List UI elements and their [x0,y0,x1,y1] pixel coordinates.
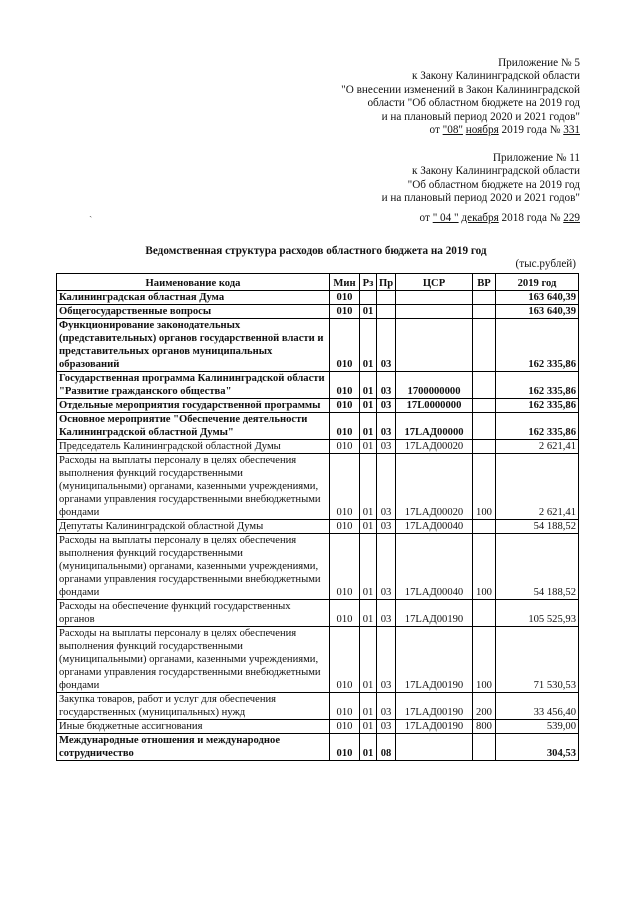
target-article-code: 17LАД00190 [396,693,473,720]
amount-2019: 163 640,39 [496,291,579,305]
subsection-code: 03 [377,440,396,454]
column-header: ВР [473,274,496,291]
row-name: Иные бюджетные ассигнования [57,720,330,734]
target-article-code: 17LАД00020 [396,454,473,520]
document-title: Ведомственная структура расходов областного бюджета на 2019 год [145,245,487,257]
section-code: 01 [360,372,377,399]
column-header: Наименование кода [57,274,330,291]
section-code: 01 [360,734,377,761]
target-article-code: 1700000000 [396,372,473,399]
expense-type-code [473,291,496,305]
law-name-line: "Об областном бюджете на 2019 год [407,178,580,191]
column-header: Мин [330,274,360,291]
ministry-code: 010 [330,291,360,305]
row-name: Калининградская областная Дума [57,291,330,305]
law-date-line: от "08" ноября 2019 года № 331 [429,124,580,137]
law-line: к Закону Калининградской области [412,165,580,178]
ministry-code: 010 [330,534,360,600]
date-month: декабря [461,211,499,224]
expense-type-code: 800 [473,720,496,734]
section-code: 01 [360,454,377,520]
subsection-code: 03 [377,319,396,372]
subsection-code: 03 [377,454,396,520]
ministry-code: 010 [330,319,360,372]
amount-2019: 162 335,86 [496,413,579,440]
target-article-code: 17LАД00000 [396,413,473,440]
subsection-code [377,305,396,319]
table-header-row [57,274,579,291]
amount-2019: 539,00 [496,720,579,734]
row-name: Расходы на обеспечение функций государственных органов [57,600,330,627]
amount-2019: 71 530,53 [496,627,579,693]
law-line: к Закону Калининградской области [412,70,580,83]
law-number: 331 [563,124,580,137]
law-name-line: и на плановый период 2020 и 2021 годов" [381,192,580,205]
expenditure-table [56,273,579,761]
expense-type-code [473,372,496,399]
amount-2019: 162 335,86 [496,319,579,372]
subsection-code: 03 [377,627,396,693]
header-appendix-5 [341,57,580,137]
section-code: 01 [360,440,377,454]
expense-type-code: 100 [473,454,496,520]
law-name-line: области "Об областном бюджете на 2019 год [367,97,580,110]
row-name: Государственная программа Калининградской области "Развитие гражданского общества" [57,372,330,399]
row-name: Функционирование законодательных (представительных) органов государственной власти и представительных органов муниципальных образований [57,319,330,372]
target-article-code: 17LАД00190 [396,600,473,627]
expense-type-code [473,305,496,319]
subsection-code [377,291,396,305]
table-row [57,413,579,440]
amount-2019: 162 335,86 [496,399,579,413]
expense-type-code [473,319,496,372]
row-name: Расходы на выплаты персоналу в целях обеспечения выполнения функций государственными (муниципальными) органами, казенными учреждениями, органами управления государственными внебюджетными фондами [57,534,330,600]
table-row [57,372,579,399]
amount-2019: 2 621,41 [496,454,579,520]
ministry-code: 010 [330,399,360,413]
row-name: Международные отношения и международное сотрудничество [57,734,330,761]
expense-type-code: 200 [473,693,496,720]
section-code: 01 [360,319,377,372]
section-code: 01 [360,520,377,534]
subsection-code: 03 [377,520,396,534]
subsection-code: 03 [377,413,396,440]
section-code: 01 [360,305,377,319]
section-code: 01 [360,600,377,627]
amount-2019: 163 640,39 [496,305,579,319]
subsection-code: 03 [377,600,396,627]
table-row [57,305,579,319]
expense-type-code [473,399,496,413]
expense-type-code: 100 [473,534,496,600]
ministry-code: 010 [330,454,360,520]
subsection-code: 03 [377,534,396,600]
amount-2019: 162 335,86 [496,372,579,399]
row-name: Закупка товаров, работ и услуг для обеспечения государственных (муниципальных) нужд [57,693,330,720]
column-header: ЦСР [396,274,473,291]
target-article-code [396,734,473,761]
table-row [57,399,579,413]
expense-type-code [473,520,496,534]
ministry-code: 010 [330,440,360,454]
expense-type-code [473,413,496,440]
target-article-code: 17LАД00190 [396,627,473,693]
table-row [57,734,579,761]
section-code: 01 [360,413,377,440]
amount-2019: 54 188,52 [496,520,579,534]
row-name: Расходы на выплаты персоналу в целях обеспечения выполнения функций государственными (муниципальными) органами, казенными учреждениями, органами управления государственными внебюджетными фондами [57,627,330,693]
subsection-code: 03 [377,399,396,413]
section-code: 01 [360,627,377,693]
section-code: 01 [360,720,377,734]
table-row [57,693,579,720]
amount-2019: 33 456,40 [496,693,579,720]
column-header: Пр [377,274,396,291]
table-row [57,627,579,693]
expense-type-code [473,440,496,454]
ministry-code: 010 [330,520,360,534]
amount-2019: 105 525,93 [496,600,579,627]
row-name: Председатель Калининградской областной Думы [57,440,330,454]
row-name: Расходы на выплаты персоналу в целях обеспечения выполнения функций государственными (муниципальными) органами, казенными учреждениями, органами управления государственными внебюджетными фондами [57,454,330,520]
row-name: Основное мероприятие "Обеспечение деятельности Калининградской областной Думы" [57,413,330,440]
ministry-code: 010 [330,305,360,319]
column-header: 2019 год [496,274,579,291]
table-row [57,319,579,372]
column-header: Рз [360,274,377,291]
target-article-code: 17L0000000 [396,399,473,413]
row-name: Депутаты Калининградской областной Думы [57,520,330,534]
appendix-title: Приложение № 11 [492,152,580,164]
ministry-code: 010 [330,627,360,693]
amount-2019: 54 188,52 [496,534,579,600]
table-row [57,720,579,734]
row-name: Отдельные мероприятия государственной программы [57,399,330,413]
row-name: Общегосударственные вопросы [57,305,330,319]
target-article-code: 17LАД00040 [396,520,473,534]
section-code: 01 [360,534,377,600]
table-row [57,454,579,520]
target-article-code: 17LАД00040 [396,534,473,600]
date-month: ноября [465,124,499,137]
expense-type-code [473,734,496,761]
ministry-code: 010 [330,734,360,761]
subsection-code: 08 [377,734,396,761]
table-row [57,291,579,305]
subsection-code: 03 [377,372,396,399]
target-article-code: 17LАД00190 [396,720,473,734]
scan-speck: ˏ [89,207,93,218]
expense-type-code: 100 [473,627,496,693]
amount-2019: 2 621,41 [496,440,579,454]
table-row [57,534,579,600]
ministry-code: 010 [330,720,360,734]
law-name-line: и на плановый период 2020 и 2021 годов" [381,110,580,123]
units-label: (тыс.рублей) [515,258,576,270]
subsection-code: 03 [377,720,396,734]
table-row [57,600,579,627]
target-article-code [396,305,473,319]
expense-type-code [473,600,496,627]
date-day: "08" [442,124,463,137]
law-date-line: от " 04 " декабря 2018 года № 229 [419,211,580,224]
header-appendix-11 [382,152,580,225]
ministry-code: 010 [330,600,360,627]
ministry-code: 010 [330,693,360,720]
law-name-line: "О внесении изменений в Закон Калининградской [341,83,580,96]
appendix-title: Приложение № 5 [498,57,580,69]
section-code: 01 [360,693,377,720]
target-article-code [396,291,473,305]
date-day: " 04 " [432,211,459,224]
ministry-code: 010 [330,372,360,399]
target-article-code [396,319,473,372]
section-code [360,291,377,305]
law-number: 229 [563,211,580,224]
target-article-code: 17LАД00020 [396,440,473,454]
section-code: 01 [360,399,377,413]
amount-2019: 304,53 [496,734,579,761]
subsection-code: 03 [377,693,396,720]
table-row [57,520,579,534]
table-row [57,440,579,454]
ministry-code: 010 [330,413,360,440]
